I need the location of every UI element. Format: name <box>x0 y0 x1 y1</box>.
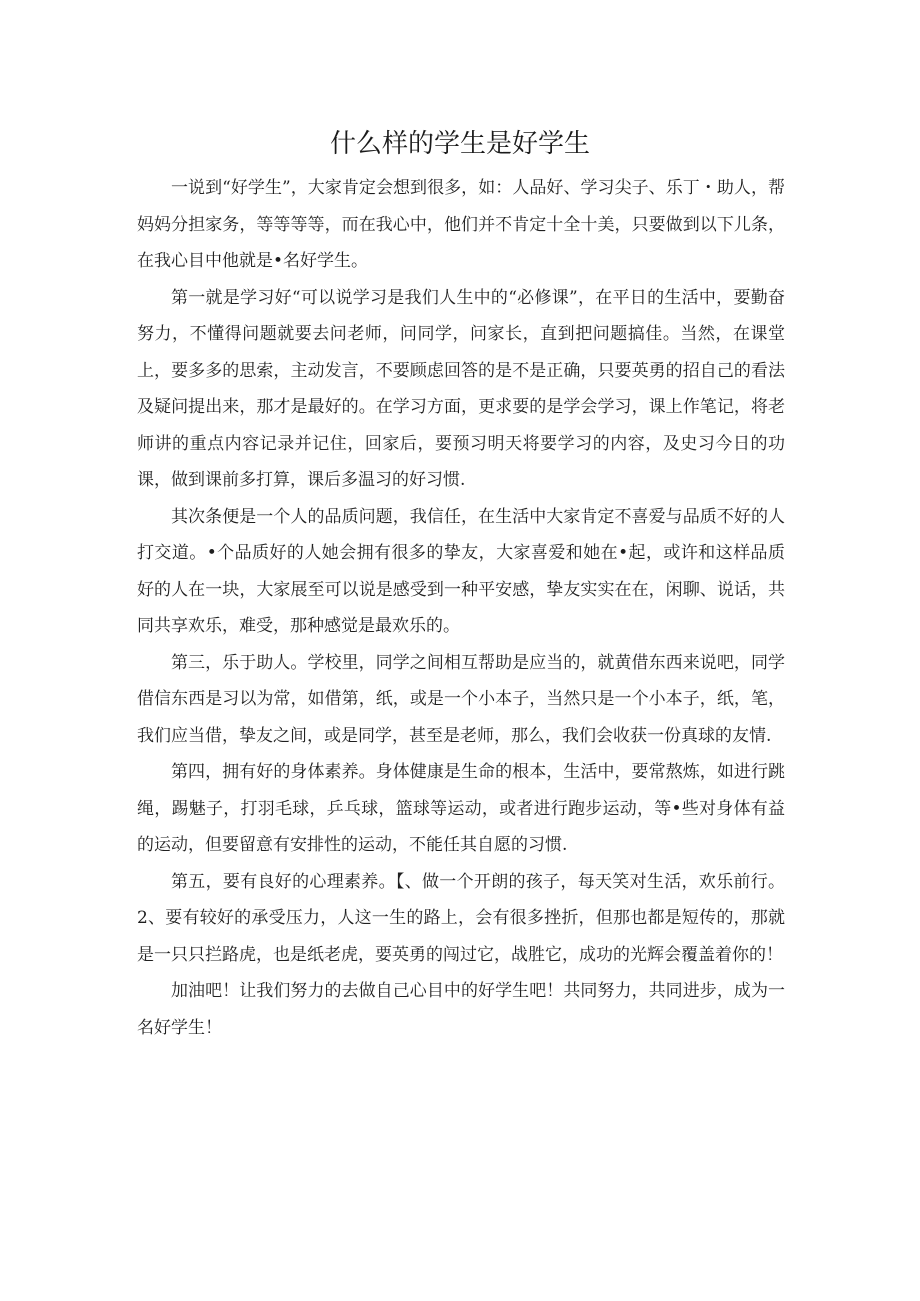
document-body <box>137 170 785 1046</box>
document-title: 什么样的学生是好学生 <box>329 129 590 159</box>
paragraph-study: 第一就是学习好“可以说学习是我们人生中的“必修课”，在平日的生活中，要勤奋努力，不懂得问题就要去问老师，问同学，问家长，直到把问题搞佳。当然，在课堂上，要多多的思索，主动发言，不要顾虑回答的是不是正确，只要英勇的招自己的看法及疑问提出来，那才是最好的。在学习方面，更求要的是学会学习，课上作笔记，将老师讲的重点内容记录并记住，回家后，要预习明天将要学习的内容，及史习今日的功课，做到课前多打算，课后多温习的好习惯. <box>137 287 785 490</box>
paragraph-health: 第四，拥有好的身体素养。身体健康是生命的根本，生活中，要常熬炼，如进行跳绳，踢魅子，打羽毛球，乒乓球，篮球等运动，或者进行跑步运动，等•些对身体有益的运动，但要留意有安排性的运动，不能任其自愿的习惯. <box>137 762 785 855</box>
paragraph-intro: 一说到“好学生”，大家肯定会想到很多，如：人品好、学习尖子、乐丁・助人，帮妈妈分担家务，等等等等，而在我心中，他们并不肯定十全十美，只要做到以下儿条，在我心目中他就是•名好学生。 <box>137 178 785 271</box>
paragraph-helping: 第三，乐于助人。学校里，同学之间相互帮助是应当的，就黄借东西来说吧，同学借信东西是习以为常，如借第，纸，或是一个小本子，当然只是一个小本子，纸，笔，我们应当借，挚友之间，或是同学，甚至是老师，那么，我们会收获一份真球的友情. <box>137 652 785 746</box>
paragraph-mental: 第五，要有良好的心理素养。【、做一个开朗的孩子，每天笑对生活，欢乐前行。2、要有较好的承受压力，人这一生的路上，会有很多挫折，但那也都是短传的，那就是一只只拦路虎，也是纸老虎，要英勇的闯过它，战胜它，成功的光辉会覆盖着你的！ <box>137 871 785 965</box>
paragraph-character: 其次条便是一个人的品质问题，我信任，在生活中大家肯定不喜爱与品质不好的人打交道。•个品质好的人她会拥有很多的挚友，大家喜爱和她在•起，或许和这样品质好的人在一块，大家展至可以说是感受到一种平安感，挚友实实在在，闲聊、说话，共同共享欢乐，难受，那种感觉是最欢乐的。 <box>137 506 785 636</box>
paragraph-closing: 加油吧！让我们努力的去做自己心目中的好学生吧！共同努力，共同进步，成为一名好学生！ <box>137 981 785 1038</box>
